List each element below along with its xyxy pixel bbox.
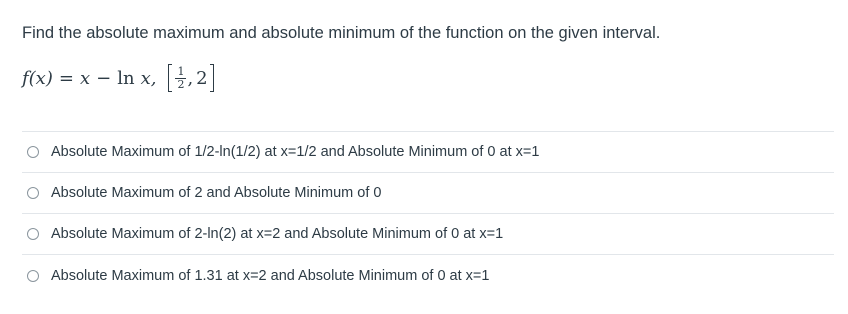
equals-sign: =: [58, 67, 74, 89]
function-formula: [22, 60, 214, 96]
radio-button[interactable]: [27, 228, 39, 240]
variable-x-argument: x,: [140, 67, 157, 89]
answer-option-2[interactable]: [22, 173, 834, 214]
answer-option-label[interactable]: Absolute Maximum of 2-ln(2) at x=2 and Absolute Minimum of 0 at x=1: [51, 226, 504, 242]
fraction-numerator: 1: [177, 64, 185, 78]
answer-option-label[interactable]: Absolute Maximum of 1.31 at x=2 and Absolute Minimum of 0 at x=1: [51, 267, 490, 284]
answer-option-4[interactable]: [22, 255, 834, 296]
answer-option-label[interactable]: Absolute Maximum of 2 and Absolute Minimum of 0: [51, 185, 382, 201]
fraction-denominator: 2: [177, 77, 185, 91]
radio-button[interactable]: [27, 270, 39, 282]
answer-option-label[interactable]: Absolute Maximum of 1/2-ln(1/2) at x=1/2 and Absolute Minimum of 0 at x=1: [51, 144, 540, 160]
minus-sign: −: [96, 67, 112, 89]
right-bracket: [210, 64, 214, 92]
interval-upper: 2: [196, 67, 208, 89]
interval: [168, 64, 213, 92]
radio-button[interactable]: [27, 187, 39, 199]
answer-options: [22, 131, 834, 296]
ln-operator: ln: [117, 67, 135, 89]
left-bracket: [168, 64, 172, 92]
interval-comma: ,: [187, 67, 194, 89]
answer-option-1[interactable]: [22, 132, 834, 173]
variable-x: x: [79, 67, 91, 89]
question-text: Find the absolute maximum and absolute minimum of the function on the given interval.: [22, 24, 661, 42]
function-name: f(x): [22, 67, 53, 89]
answer-option-3[interactable]: [22, 214, 834, 255]
interval-lower-fraction: [175, 66, 186, 91]
radio-button[interactable]: [27, 146, 39, 158]
